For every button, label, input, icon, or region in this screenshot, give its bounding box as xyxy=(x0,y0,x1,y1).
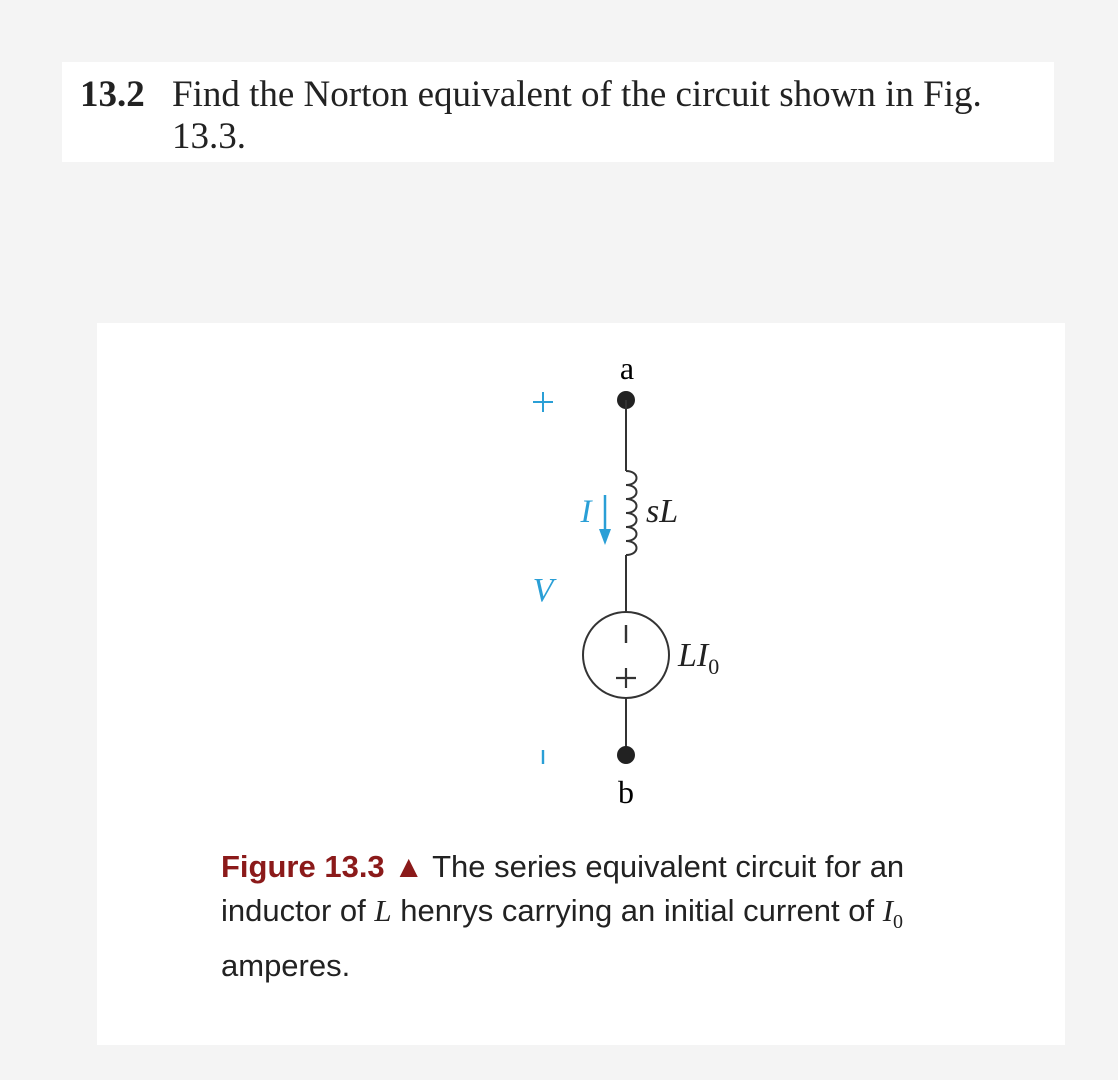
terminal-a-label: a xyxy=(619,350,635,386)
figure-caption xyxy=(221,845,1021,988)
caption-var-I-sub: 0 xyxy=(893,911,904,934)
circuit-diagram xyxy=(97,323,1065,823)
problem-statement xyxy=(62,62,1054,162)
figure-panel xyxy=(97,323,1065,1045)
problem-text: Find the Norton equivalent of the circuit shown in Fig. 13.3. xyxy=(172,74,982,157)
source-label-sub: 0 xyxy=(708,654,720,679)
caption-text-3: amperes. xyxy=(221,948,351,984)
current-label: I xyxy=(580,494,592,530)
current-arrow-head xyxy=(599,529,611,545)
terminal-b-dot xyxy=(617,746,635,764)
voltage-label: V xyxy=(532,572,554,609)
problem-number: 13.2 xyxy=(80,74,145,115)
terminal-b-label: b xyxy=(618,774,634,810)
caption-text-2: henrys carrying an initial current of xyxy=(400,893,875,928)
inductor-label: sL xyxy=(646,493,679,530)
source-label-main: LI xyxy=(678,637,709,674)
inductor-coil xyxy=(626,471,637,555)
figure-label: Figure 13.3 xyxy=(221,849,385,884)
triangle-marker-icon: ▲ xyxy=(393,849,424,884)
caption-text-1: The series equivalent circuit for an inductor of xyxy=(221,849,905,928)
caption-var-I xyxy=(882,893,904,934)
caption-var-I-main: I xyxy=(882,893,894,928)
caption-var-L: L xyxy=(374,893,392,928)
source-label xyxy=(677,637,719,679)
